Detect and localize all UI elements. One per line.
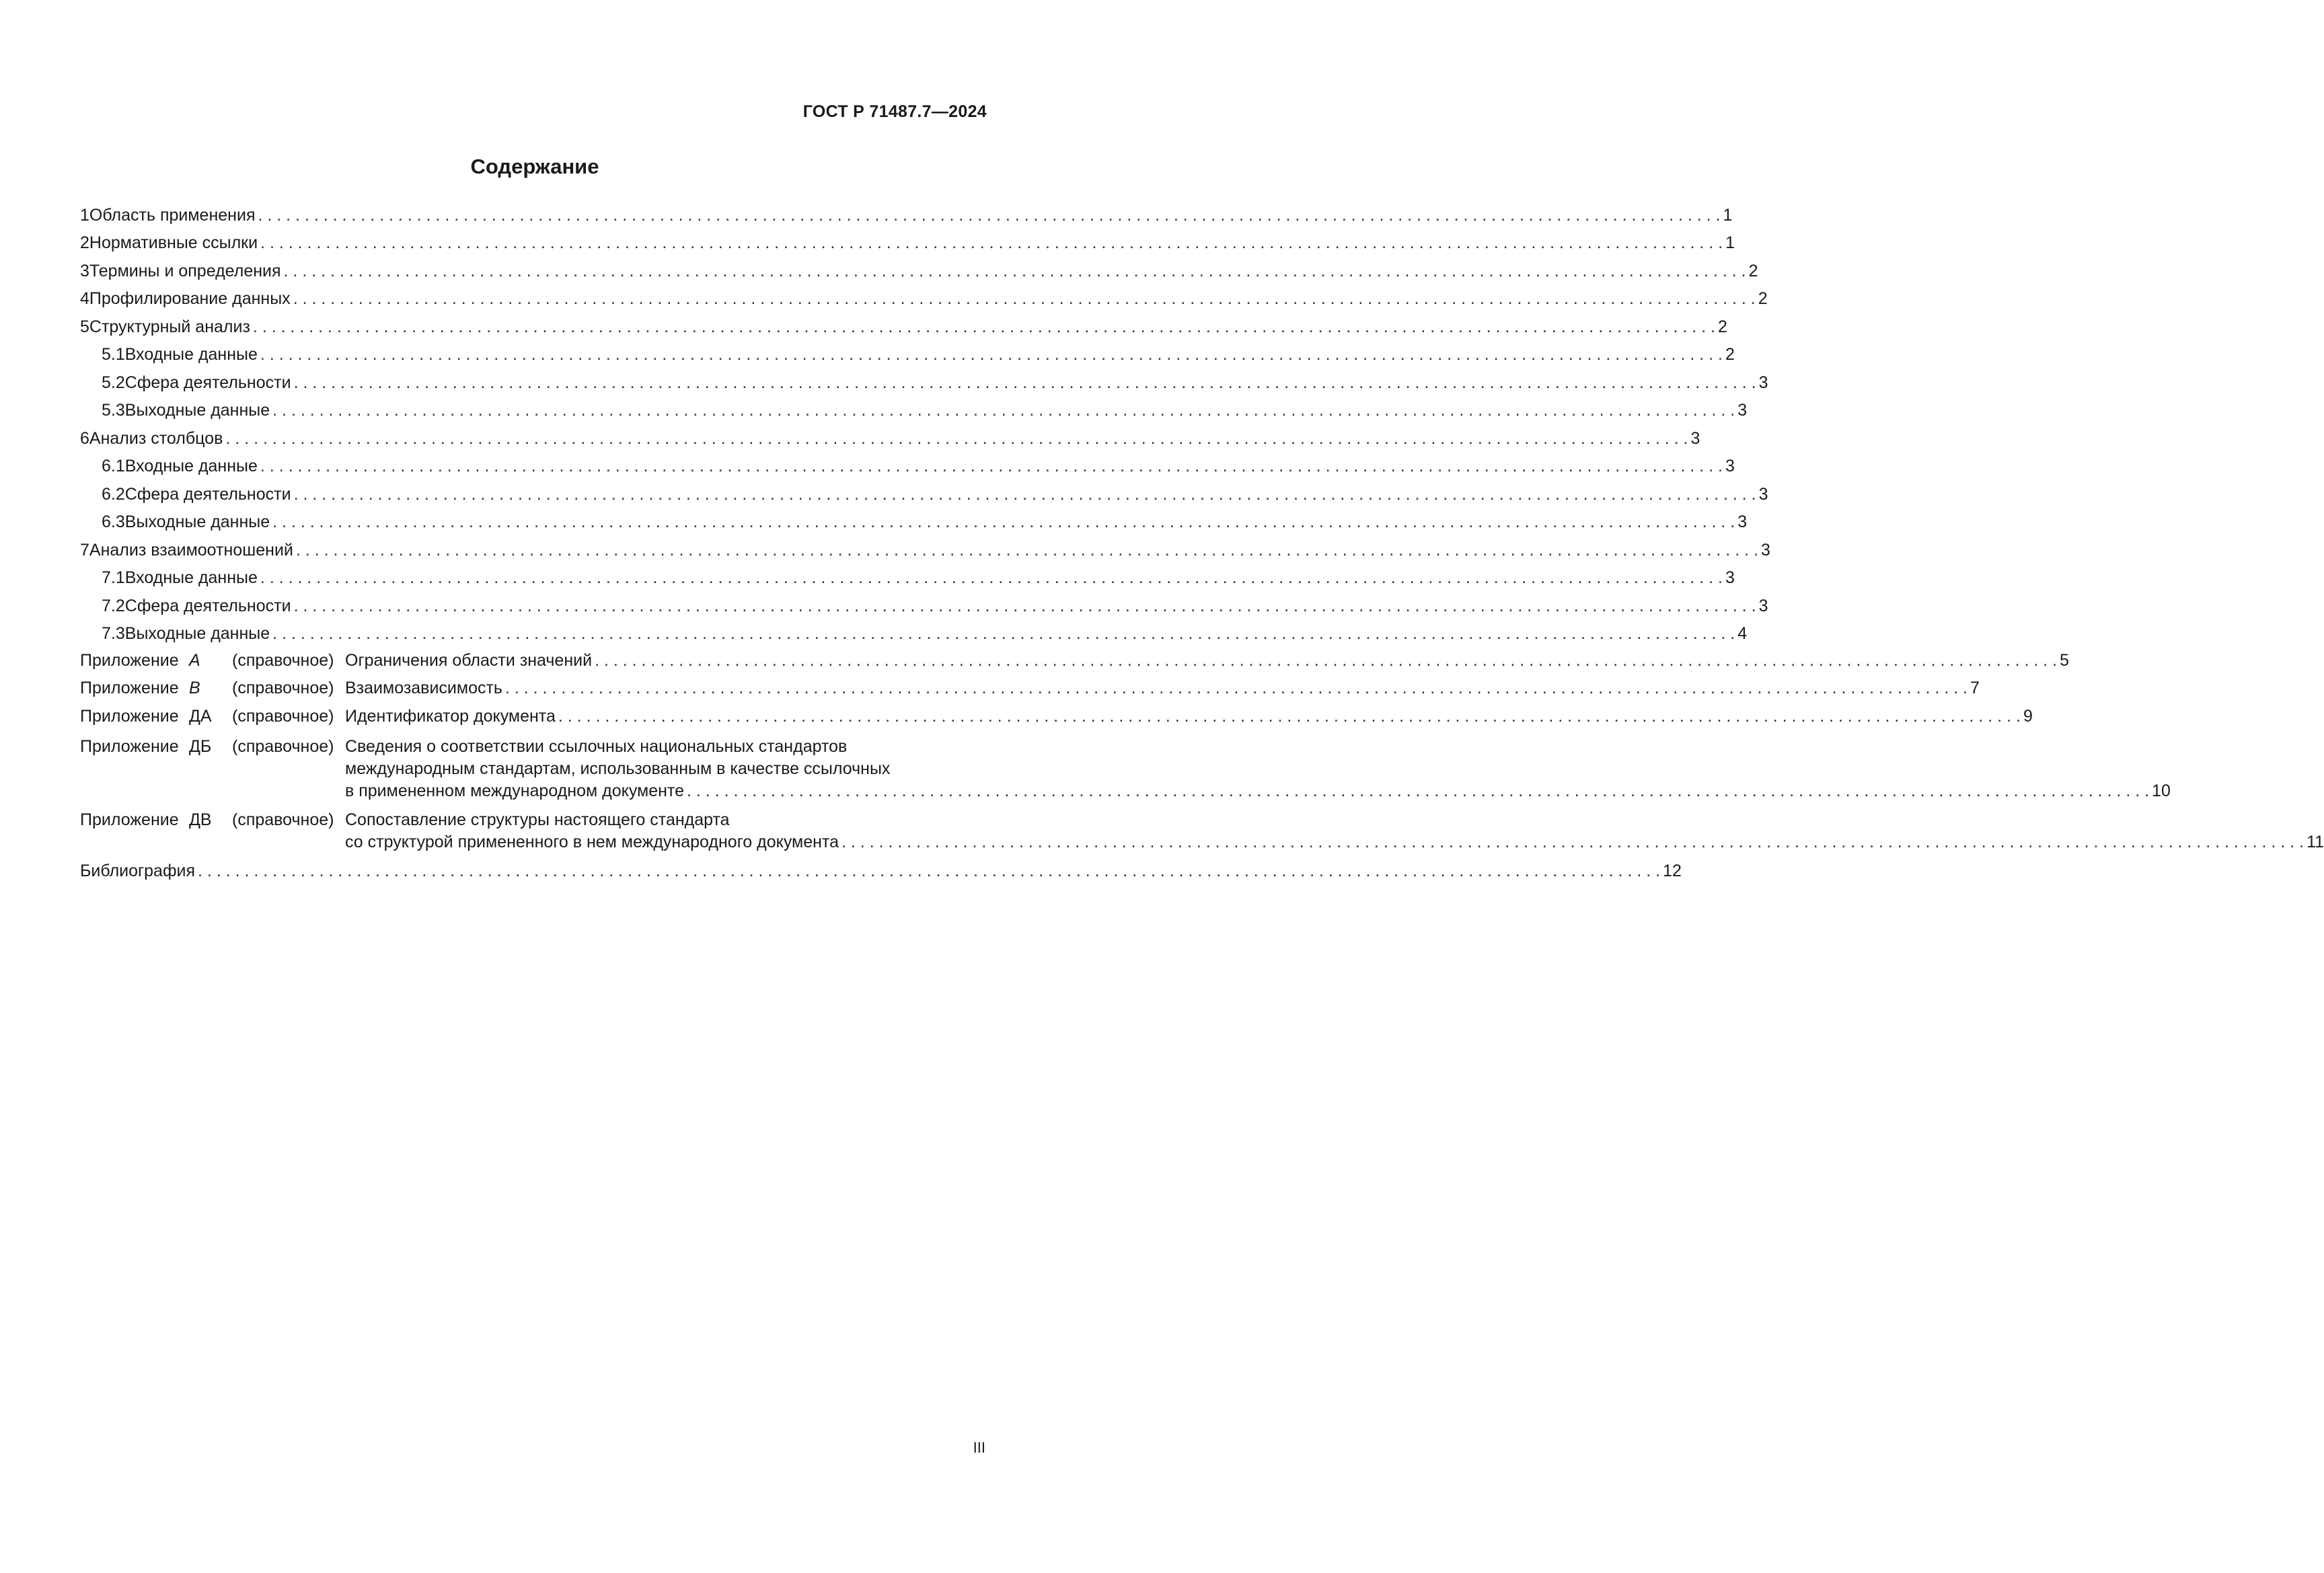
- toc-appendix-b[interactable]: [80, 672, 1980, 700]
- toc-entry-page: 4: [1737, 624, 1748, 643]
- toc-entry-title: Сфера деятельности: [124, 484, 291, 504]
- appendix-word: Приложение: [80, 650, 179, 670]
- toc-title: Содержание: [470, 155, 599, 178]
- toc-entry-page: 3: [1758, 484, 1768, 504]
- toc-entry-title: Выходные данные: [124, 512, 270, 531]
- appendix-word: Приложение: [80, 736, 179, 756]
- toc-entry-title: Термины и определения: [89, 261, 281, 280]
- toc-entry-page: 9: [2023, 706, 2033, 726]
- appendix-letter: ДА: [189, 706, 212, 726]
- document-code: ГОСТ Р 71487.7—2024: [802, 102, 987, 121]
- toc-appendix-a[interactable]: [80, 644, 2070, 672]
- toc-entry-7[interactable]: [80, 532, 1770, 560]
- dot-leader: [841, 831, 2304, 853]
- toc-entry-page: 3: [1758, 373, 1768, 392]
- appendix-title: Идентификатор документа: [345, 706, 556, 726]
- toc-entry-page: 3: [1725, 568, 1735, 587]
- toc-entry-page: 1: [1725, 233, 1735, 252]
- toc-bibliography[interactable]: [80, 853, 1682, 882]
- toc-entry-page: 10: [2152, 781, 2171, 800]
- toc-entry-title: Сфера деятельности: [124, 596, 291, 615]
- appendix-kind: (справочное): [232, 706, 334, 726]
- toc-entry-6-2[interactable]: [80, 476, 1768, 504]
- appendix-letter: ДБ: [189, 736, 212, 756]
- toc-entry-number: 5: [80, 317, 89, 336]
- toc-entry-title: Область применения: [89, 205, 256, 225]
- toc-entry-title: Выходные данные: [124, 624, 270, 643]
- toc-appendix-da[interactable]: [80, 699, 2033, 728]
- toc-entry-number: 7.2: [102, 596, 125, 615]
- dot-leader: [558, 705, 2021, 728]
- dot-leader: [294, 484, 1756, 504]
- toc-entry-title: Профилирование данных: [89, 289, 291, 308]
- dot-leader: [225, 428, 1688, 449]
- dot-leader: [294, 596, 1756, 616]
- appendix-kind: (справочное): [232, 810, 334, 829]
- dot-leader: [293, 289, 1756, 309]
- table-of-contents: [80, 197, 2324, 881]
- toc-entry-number: 6.3: [102, 512, 125, 531]
- toc-entry-title: Входные данные: [124, 568, 258, 587]
- toc-entry-6[interactable]: [80, 420, 1700, 449]
- toc-entry-page: 3: [1758, 596, 1768, 615]
- appendix-kind: (справочное): [232, 736, 334, 756]
- appendix-word: Приложение: [80, 706, 179, 726]
- appendix-letter: В: [189, 679, 200, 697]
- toc-entry-number: 5.1: [102, 345, 125, 364]
- dot-leader: [260, 456, 1723, 476]
- dot-leader: [595, 650, 2057, 672]
- toc-entry-number: 5.3: [102, 401, 125, 420]
- toc-entry-number: 3: [80, 261, 89, 280]
- toc-entry-number: 4: [80, 289, 89, 308]
- toc-entry-page: 11: [2307, 832, 2324, 851]
- toc-entry-page: 2: [1725, 345, 1735, 364]
- toc-entry-5-1[interactable]: [80, 337, 1735, 365]
- dot-leader: [296, 540, 1758, 560]
- dot-leader: [272, 512, 1735, 532]
- toc-entry-number: 6.1: [102, 457, 125, 475]
- toc-entry-number: 6: [80, 428, 89, 448]
- dot-leader: [253, 317, 1715, 337]
- appendix-kind: (справочное): [232, 679, 334, 697]
- dot-leader: [260, 233, 1723, 253]
- appendix-title-line: в примененном международном документе: [345, 781, 685, 800]
- toc-entry-page: 1: [1723, 205, 1733, 225]
- toc-entry-2[interactable]: [80, 225, 1735, 254]
- toc-appendix-dv[interactable]: [80, 809, 2324, 853]
- toc-entry-5-3[interactable]: [80, 393, 1748, 421]
- toc-entry-page: 12: [1663, 861, 1682, 880]
- dot-leader: [260, 344, 1723, 365]
- toc-entry-number: 7: [80, 540, 89, 560]
- dot-leader: [272, 400, 1735, 420]
- appendix-title-line: международным стандартам, использованным в качестве ссылочных: [345, 759, 891, 778]
- dot-leader: [198, 861, 1660, 881]
- toc-entry-number: 7.3: [102, 624, 125, 643]
- dot-leader: [272, 623, 1735, 644]
- appendix-letter: А: [189, 650, 200, 670]
- toc-entry-title: Нормативные ссылки: [89, 233, 258, 252]
- toc-entry-6-1[interactable]: [80, 449, 1735, 477]
- toc-entry-5-2[interactable]: [80, 365, 1768, 393]
- dot-leader: [294, 373, 1756, 393]
- toc-entry-number: 2: [80, 233, 89, 252]
- toc-entry-title: Входные данные: [124, 345, 258, 364]
- toc-entry-page: 3: [1725, 457, 1735, 475]
- page-number: III: [973, 1439, 985, 1456]
- dot-leader: [687, 780, 2149, 802]
- toc-entry-page: 2: [1748, 261, 1758, 280]
- toc-entry-title: Структурный анализ: [89, 317, 250, 336]
- appendix-title-line: Сведения о соответствии ссылочных национальных стандартов: [345, 736, 848, 756]
- toc-entry-4[interactable]: [80, 281, 1768, 309]
- toc-entry-page: 5: [2060, 650, 2070, 670]
- toc-entry-page: 3: [1760, 540, 1770, 560]
- toc-entry-6-3[interactable]: [80, 504, 1748, 533]
- toc-appendix-db[interactable]: [80, 736, 2171, 802]
- toc-entry-page: 2: [1758, 289, 1768, 308]
- toc-entry-5[interactable]: [80, 309, 1727, 337]
- toc-entry-title: Входные данные: [124, 457, 258, 475]
- toc-entry-page: 3: [1690, 428, 1700, 448]
- toc-entry-page: 3: [1737, 401, 1748, 420]
- appendix-word: Приложение: [80, 810, 179, 829]
- toc-entry-1[interactable]: [80, 197, 1733, 225]
- appendix-letter: ДВ: [189, 810, 212, 829]
- toc-entry-7-2[interactable]: [80, 588, 1768, 616]
- appendix-title-line: со структурой примененного в нем международного документа: [345, 832, 839, 851]
- appendix-title: Взаимозависимость: [345, 679, 502, 697]
- toc-entry-page: 3: [1737, 512, 1748, 531]
- toc-entry-title: Анализ столбцов: [89, 428, 223, 448]
- toc-entry-title: Выходные данные: [124, 401, 270, 420]
- dot-leader: [505, 677, 1967, 699]
- appendix-title-line: Сопоставление структуры настоящего стандарта: [345, 810, 730, 829]
- toc-entry-number: 6.2: [102, 484, 125, 504]
- toc-entry-title: Библиография: [80, 861, 196, 880]
- dot-leader: [284, 261, 1746, 281]
- toc-entry-page: 2: [1717, 317, 1727, 336]
- toc-entry-7-1[interactable]: [80, 560, 1735, 588]
- toc-entry-7-3[interactable]: [80, 616, 1748, 644]
- dot-leader: [258, 205, 1720, 225]
- appendix-kind: (справочное): [232, 650, 334, 670]
- toc-entry-title: Сфера деятельности: [124, 373, 291, 392]
- toc-entry-page: 7: [1970, 679, 1980, 697]
- toc-entry-title: Анализ взаимоотношений: [89, 540, 293, 560]
- toc-entry-number: 5.2: [102, 373, 125, 392]
- appendix-title: Ограничения области значений: [345, 650, 593, 670]
- toc-entry-3[interactable]: [80, 253, 1758, 281]
- appendix-word: Приложение: [80, 679, 179, 697]
- toc-entry-number: 7.1: [102, 568, 125, 587]
- dot-leader: [260, 568, 1723, 588]
- toc-entry-number: 1: [80, 205, 89, 225]
